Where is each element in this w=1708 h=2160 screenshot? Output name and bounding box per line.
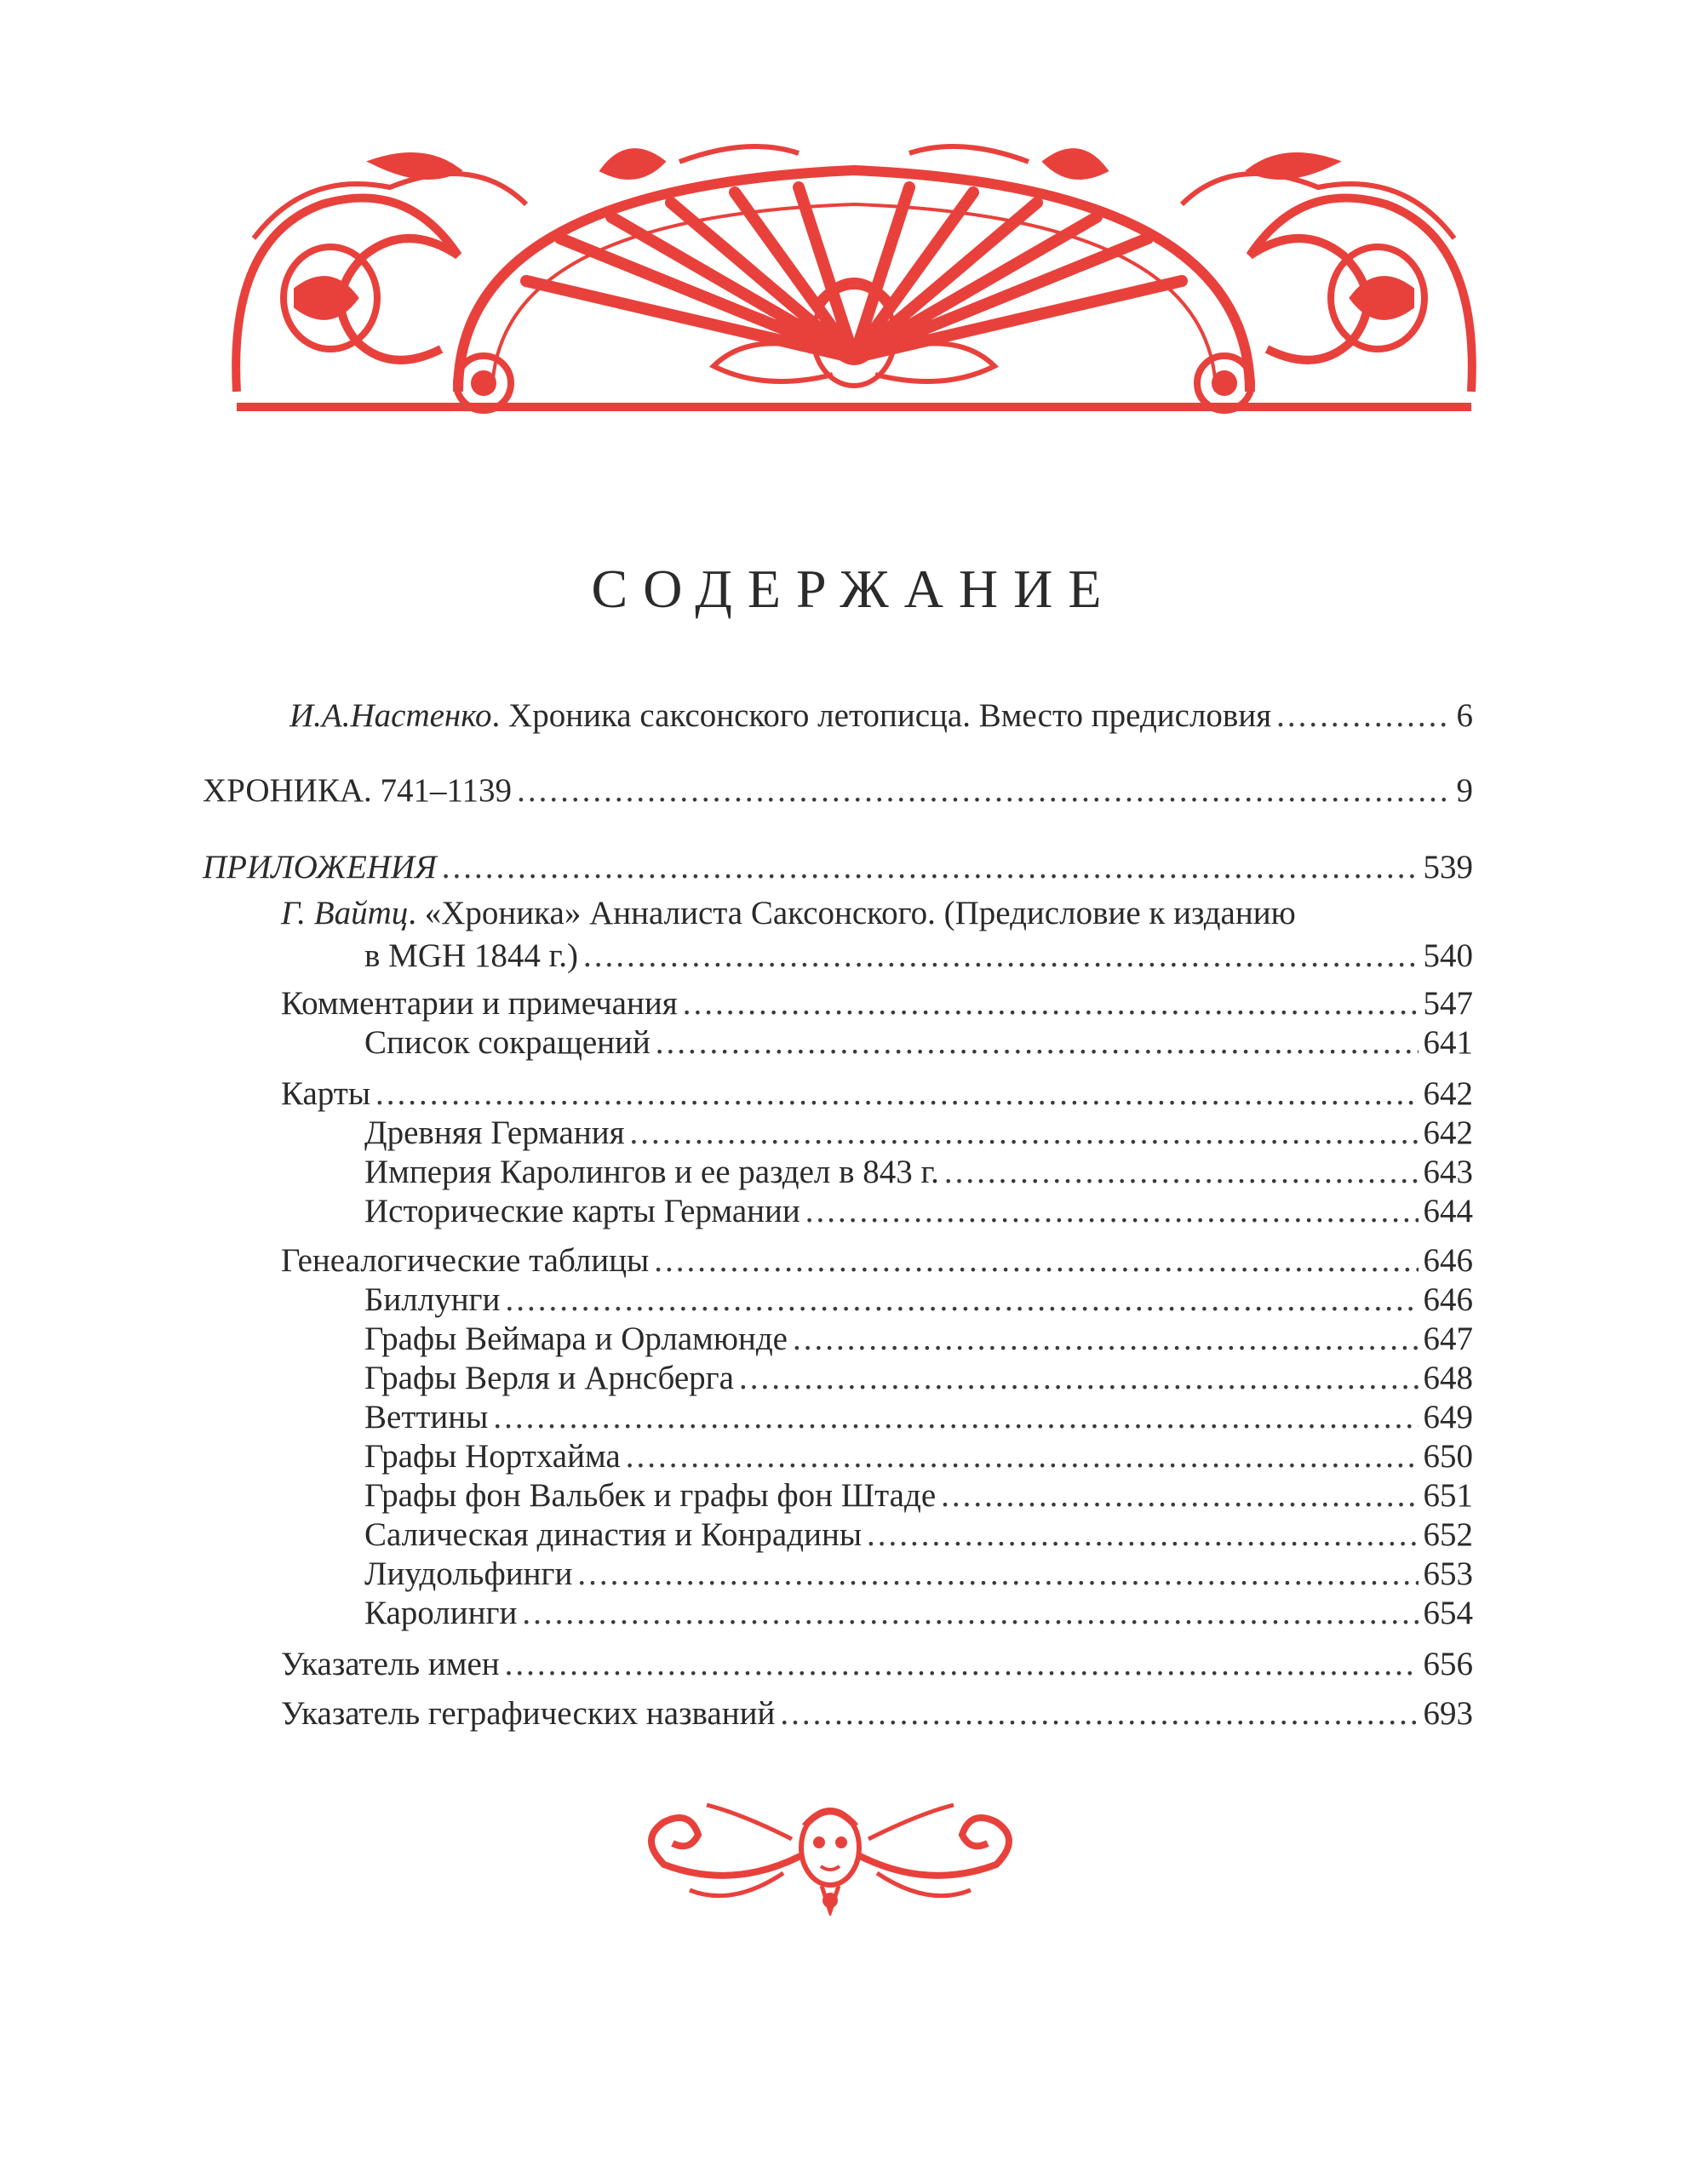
toc-entry-page: 6: [1456, 697, 1473, 734]
toc-entry-genealogy-item[interactable]: [364, 1594, 1473, 1633]
toc-entry-title: Каролинги: [364, 1595, 518, 1631]
toc-entry-genealogy-item[interactable]: [364, 1359, 1473, 1398]
toc-entry-waitz-line1[interactable]: [281, 894, 1296, 933]
leader-dots: [630, 1114, 1419, 1153]
toc-entry-title: Карты: [281, 1075, 371, 1112]
leader-dots: [522, 1594, 1418, 1633]
toc-entry-abbreviations[interactable]: [364, 1023, 1473, 1063]
toc-entry-title: Биллунги: [364, 1281, 501, 1318]
toc-entry-title: ХРОНИКА. 741–1139: [203, 772, 513, 809]
leader-dots: [505, 1281, 1418, 1320]
toc-entry-genealogy-item[interactable]: [364, 1398, 1473, 1437]
toc-entry-genealogy-item[interactable]: [364, 1476, 1473, 1515]
toc-entry-title: ПРИЛОЖЕНИЯ: [203, 849, 437, 885]
toc-entry-page: 540: [1423, 937, 1473, 974]
leader-dots: [683, 984, 1419, 1023]
toc-entry-map-item[interactable]: [364, 1153, 1473, 1192]
toc-entry-genealogy-item[interactable]: [364, 1437, 1473, 1476]
toc-entry-title: . Хроника саксонского летописца. Вместо предисловия: [491, 697, 1272, 734]
toc-entry-title: Веттины: [364, 1399, 489, 1435]
toc-entry-page: 539: [1423, 849, 1473, 885]
toc-entry-page: 647: [1423, 1321, 1473, 1357]
toc-entry-preface[interactable]: [289, 696, 1473, 736]
toc-entry-page: 693: [1423, 1695, 1473, 1732]
toc-entry-page: 642: [1423, 1114, 1473, 1151]
toc-entry-page: 646: [1423, 1242, 1473, 1279]
toc-entry-page: 644: [1423, 1193, 1473, 1229]
toc-entry-places-index[interactable]: [281, 1694, 1473, 1733]
toc-entry-maps[interactable]: [281, 1074, 1473, 1114]
leader-dots: [793, 1320, 1419, 1359]
toc-entry-page: 646: [1423, 1281, 1473, 1318]
toc-entry-title: Салическая династия и Конрадины: [364, 1516, 863, 1553]
leader-dots: [654, 1241, 1418, 1281]
toc-entry-title: Графы Нортхайма: [364, 1438, 621, 1475]
toc-entry-title: в MGH 1844 г.): [364, 937, 579, 974]
toc-entry-page: 651: [1423, 1477, 1473, 1514]
toc-entry-title: Графы Верля и Арнсберга: [364, 1360, 734, 1396]
toc-entry-title: Указатель геграфических названий: [281, 1695, 776, 1732]
leader-dots: [505, 1645, 1419, 1684]
toc-entry-title: Графы фон Вальбек и графы фон Штаде: [364, 1477, 937, 1514]
toc-entry-page: 547: [1423, 985, 1473, 1022]
leader-dots: [583, 937, 1418, 976]
toc-entry-map-item[interactable]: [364, 1192, 1473, 1231]
leader-dots: [805, 1192, 1419, 1231]
toc-entry-title: Лиудольфинги: [364, 1556, 573, 1592]
toc-entry-title: Генеалогические таблицы: [281, 1242, 650, 1279]
toc-entry-author: Г. Вайтц: [281, 895, 409, 931]
leader-dots: [944, 1153, 1419, 1192]
toc-entry-page: 649: [1423, 1399, 1473, 1435]
toc-entry-page: 650: [1423, 1438, 1473, 1475]
toc-entry-title: Графы Веймара и Орламюнде: [364, 1321, 788, 1357]
toc-entry-title: Империя Каролингов и ее раздел в 843 г.: [364, 1154, 939, 1190]
toc-entry-page: 643: [1423, 1154, 1473, 1190]
leader-dots: [626, 1437, 1419, 1476]
toc-entry-title: Список сокращений: [364, 1024, 651, 1061]
toc-entry-title: Древняя Германия: [364, 1114, 625, 1151]
toc-entry-title: . «Хроника» Анналиста Саксонского. (Предисловие к изданию: [408, 895, 1296, 931]
header-ornament: [203, 136, 1505, 417]
toc-entry-appendices[interactable]: [203, 848, 1473, 887]
toc-entry-genealogy-item[interactable]: [364, 1320, 1473, 1359]
toc-entry-chronicle[interactable]: [203, 771, 1473, 811]
leader-dots: [517, 771, 1451, 811]
leader-dots: [442, 848, 1419, 887]
leader-dots: [577, 1555, 1418, 1594]
toc-entry-title: Указатель имен: [281, 1646, 500, 1682]
leader-dots: [375, 1074, 1418, 1114]
leader-dots: [941, 1476, 1418, 1515]
toc-entry-page: 641: [1423, 1024, 1473, 1061]
toc-entry-author: И.А.Настенко: [289, 697, 492, 734]
toc-entry-page: 656: [1423, 1646, 1473, 1682]
leader-dots: [1276, 696, 1451, 736]
toc-entry-page: 654: [1423, 1595, 1473, 1631]
toc-entry-page: 642: [1423, 1075, 1473, 1112]
toc-entry-page: 652: [1423, 1516, 1473, 1553]
toc-entry-names-index[interactable]: [281, 1645, 1473, 1684]
toc-entry-genealogy[interactable]: [281, 1241, 1473, 1281]
toc-entry-page: 9: [1456, 772, 1473, 809]
toc-entry-title: Комментарии и примечания: [281, 985, 678, 1022]
toc-entry-genealogy-item[interactable]: [364, 1515, 1473, 1555]
leader-dots: [739, 1359, 1419, 1398]
footer-ornament: [630, 1788, 1030, 1916]
leader-dots: [867, 1515, 1418, 1555]
leader-dots: [780, 1694, 1418, 1733]
leader-dots: [493, 1398, 1418, 1437]
toc-entry-genealogy-item[interactable]: [364, 1281, 1473, 1320]
toc-entry-title: Исторические карты Германии: [364, 1193, 800, 1229]
leader-dots: [656, 1023, 1419, 1063]
page-title: СОДЕРЖАНИЕ: [591, 558, 1117, 619]
toc-entry-waitz[interactable]: [364, 937, 1473, 976]
toc-entry-genealogy-item[interactable]: [364, 1555, 1473, 1594]
toc-entry-page: 648: [1423, 1360, 1473, 1396]
toc-entry-commentary[interactable]: [281, 984, 1473, 1023]
toc-entry-map-item[interactable]: [364, 1114, 1473, 1153]
toc-entry-page: 653: [1423, 1556, 1473, 1592]
